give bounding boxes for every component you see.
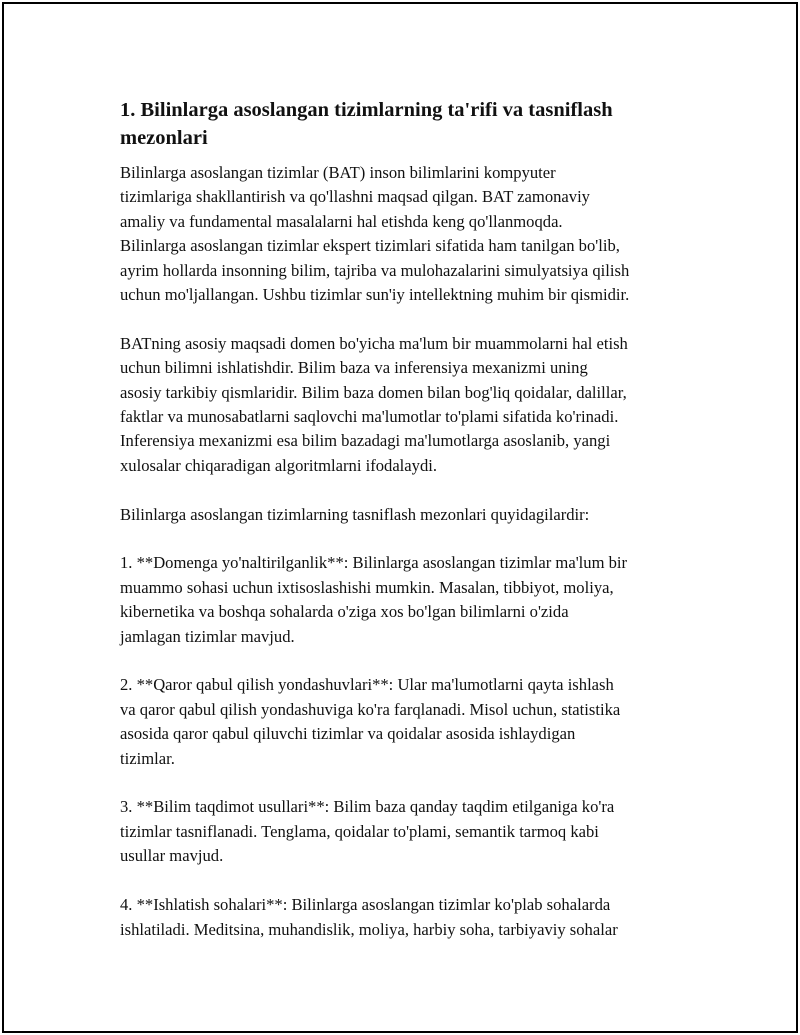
list-item-3 bbox=[120, 795, 700, 868]
text-line: asosida qaror qabul qiluvchi tizimlar va qoidalar asosida ishlaydigan bbox=[120, 724, 576, 744]
text-line: tizimlar. bbox=[120, 748, 175, 768]
page-frame bbox=[2, 2, 798, 1033]
section-heading bbox=[120, 96, 700, 152]
text-line: asosiy tarkibiy qismlaridir. Bilim baza domen bilan bog'liq qoidalar, dalillar, bbox=[120, 382, 627, 402]
paragraph-intro bbox=[120, 161, 700, 307]
text-line: ishlatiladi. Meditsina, muhandislik, moliya, harbiy soha, tarbiyaviy sohalar bbox=[120, 919, 618, 939]
document-body bbox=[120, 96, 700, 966]
text-line: Bilinlarga asoslangan tizimlar (BAT) inson bilimlarini kompyuter bbox=[120, 163, 556, 182]
text-line: ayrim hollarda insonning bilim, tajriba va mulohazalarini simulyatsiya qilish bbox=[120, 260, 630, 280]
text-line: faktlar va munosabatlarni saqlovchi ma'lumotlar to'plami sifatida ko'rinadi. bbox=[120, 407, 619, 427]
text-line: tizimlar tasniflanadi. Tenglama, qoidalar to'plami, semantik tarmoq kabi bbox=[120, 821, 599, 841]
list-item-1 bbox=[120, 551, 700, 649]
text-line: kibernetika va boshqa sohalarda o'ziga xos bo'lgan bilimlarni o'zida bbox=[120, 602, 569, 622]
text-line: 3. **Bilim taqdimot usullari**: Bilim baza qanday taqdim etilganiga ko'ra bbox=[120, 797, 615, 817]
text-line: Inferensiya mexanizmi esa bilim bazadagi ma'lumotlarga asoslanib, yangi bbox=[120, 431, 611, 451]
paragraph-purpose bbox=[120, 332, 700, 478]
text-line: uchun bilimni ishlatishdir. Bilim baza va inferensiya mexanizmi uning bbox=[120, 358, 588, 378]
paragraph-criteria-intro bbox=[120, 503, 700, 527]
text-line: amaliy va fundamental masalalarni hal etishda keng qo'llanmoqda. bbox=[120, 211, 563, 231]
text-line: uchun mo'ljallangan. Ushbu tizimlar sun'iy intellektning muhim bir qismidir. bbox=[120, 285, 630, 305]
text-line: va qaror qabul qilish yondashuviga ko'ra farqlanadi. Misol uchun, statistika bbox=[120, 699, 621, 719]
text-line: Bilinlarga asoslangan tizimlarning tasniflash mezonlari quyidagilardir: bbox=[120, 504, 590, 524]
text-line: 4. **Ishlatish sohalari**: Bilinlarga asoslangan tizimlar ko'plab sohalarda bbox=[120, 895, 611, 915]
text-line: usullar mavjud. bbox=[120, 846, 224, 866]
heading-line: 1. Bilinlarga asoslangan tizimlarning ta'rifi va tasniflash bbox=[120, 99, 613, 121]
text-line: tizimlariga shakllantirish va qo'llashni maqsad qilgan. BAT zamonaviy bbox=[120, 187, 590, 207]
text-line: xulosalar chiqaradigan algoritmlarni ifodalaydi. bbox=[120, 455, 438, 475]
text-line: muammo sohasi uchun ixtisoslashishi mumkin. Masalan, tibbiyot, moliya, bbox=[120, 577, 614, 597]
text-line: jamlagan tizimlar mavjud. bbox=[120, 626, 295, 646]
text-line: 1. **Domenga yo'naltirilganlik**: Bilinlarga asoslangan tizimlar ma'lum bir bbox=[120, 553, 628, 573]
text-line: BATning asosiy maqsadi domen bo'yicha ma'lum bir muammolarni hal etish bbox=[120, 333, 628, 353]
list-item-4 bbox=[120, 893, 700, 942]
text-line: 2. **Qaror qabul qilish yondashuvlari**: Ular ma'lumotlarni qayta ishlash bbox=[120, 675, 614, 695]
text-line: Bilinlarga asoslangan tizimlar ekspert tizimlari sifatida ham tanilgan bo'lib, bbox=[120, 236, 620, 256]
heading-line: mezonlari bbox=[120, 127, 208, 149]
list-item-2 bbox=[120, 673, 700, 771]
